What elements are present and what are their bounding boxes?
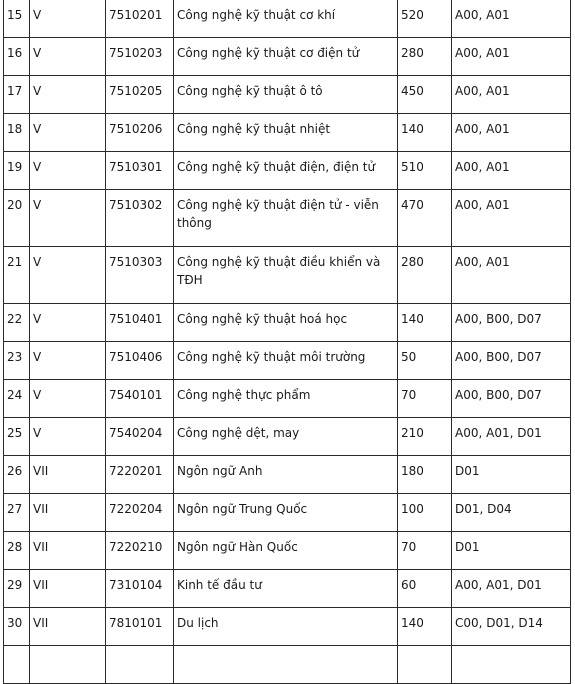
group-cell: V <box>30 418 106 456</box>
table-row <box>4 532 571 570</box>
table-row <box>4 0 571 38</box>
subject-combo-cell: A00, A01 <box>452 76 571 114</box>
major-name-cell: Công nghệ kỹ thuật điều khiển và TĐH <box>174 247 398 304</box>
major-name-cell <box>174 646 398 684</box>
quota-cell: 140 <box>398 608 452 646</box>
stt-cell: 21 <box>4 247 30 304</box>
table-row <box>4 456 571 494</box>
code-cell: 7540101 <box>106 380 174 418</box>
table-row <box>4 570 571 608</box>
table-row <box>4 304 571 342</box>
table-row <box>4 114 571 152</box>
quota-cell: 210 <box>398 418 452 456</box>
stt-cell: 25 <box>4 418 30 456</box>
quota-cell: 280 <box>398 247 452 304</box>
major-name-cell: Ngôn ngữ Trung Quốc <box>174 494 398 532</box>
stt-cell: 15 <box>4 0 30 38</box>
major-name-cell: Công nghệ kỹ thuật cơ điện tử <box>174 38 398 76</box>
subject-combo-cell: A00, A01 <box>452 247 571 304</box>
quota-cell: 140 <box>398 304 452 342</box>
stt-cell: 18 <box>4 114 30 152</box>
major-name-cell: Du lịch <box>174 608 398 646</box>
subject-combo-cell: A00, A01, D01 <box>452 418 571 456</box>
subject-combo-cell: A00, A01 <box>452 114 571 152</box>
quota-cell: 60 <box>398 570 452 608</box>
subject-combo-cell: A00, A01 <box>452 0 571 38</box>
stt-cell: 27 <box>4 494 30 532</box>
table-row <box>4 380 571 418</box>
quota-cell <box>398 646 452 684</box>
code-cell: 7220204 <box>106 494 174 532</box>
quota-cell: 520 <box>398 0 452 38</box>
code-cell: 7510205 <box>106 76 174 114</box>
subject-combo-cell: A00, B00, D07 <box>452 342 571 380</box>
quota-cell: 50 <box>398 342 452 380</box>
stt-cell: 17 <box>4 76 30 114</box>
group-cell: V <box>30 380 106 418</box>
code-cell: 7510302 <box>106 190 174 247</box>
stt-cell: 29 <box>4 570 30 608</box>
major-name-cell: Công nghệ kỹ thuật môi trường <box>174 342 398 380</box>
group-cell: V <box>30 152 106 190</box>
quota-cell: 180 <box>398 456 452 494</box>
major-name-cell: Công nghệ dệt, may <box>174 418 398 456</box>
major-name-cell: Công nghệ kỹ thuật hoá học <box>174 304 398 342</box>
group-cell: VII <box>30 494 106 532</box>
group-cell: V <box>30 342 106 380</box>
quota-cell: 140 <box>398 114 452 152</box>
major-name-cell: Công nghệ kỹ thuật nhiệt <box>174 114 398 152</box>
table-row <box>4 152 571 190</box>
stt-cell: 19 <box>4 152 30 190</box>
code-cell: 7510303 <box>106 247 174 304</box>
code-cell: 7310104 <box>106 570 174 608</box>
code-cell <box>106 646 174 684</box>
group-cell: V <box>30 114 106 152</box>
code-cell: 7220210 <box>106 532 174 570</box>
code-cell: 7510401 <box>106 304 174 342</box>
stt-cell: 20 <box>4 190 30 247</box>
group-cell <box>30 646 106 684</box>
subject-combo-cell: D01, D04 <box>452 494 571 532</box>
major-name-cell: Công nghệ kỹ thuật điện tử - viễn thông <box>174 190 398 247</box>
subject-combo-cell: D01 <box>452 532 571 570</box>
quota-cell: 100 <box>398 494 452 532</box>
table-row <box>4 247 571 304</box>
table-row <box>4 38 571 76</box>
subject-combo-cell: A00, A01 <box>452 152 571 190</box>
group-cell: VII <box>30 532 106 570</box>
stt-cell: 22 <box>4 304 30 342</box>
stt-cell: 28 <box>4 532 30 570</box>
group-cell: V <box>30 190 106 247</box>
subject-combo-cell: C00, D01, D14 <box>452 608 571 646</box>
code-cell: 7510201 <box>106 0 174 38</box>
subject-combo-cell: A00, B00, D07 <box>452 380 571 418</box>
group-cell: VII <box>30 570 106 608</box>
group-cell: V <box>30 38 106 76</box>
major-name-cell: Công nghệ thực phẩm <box>174 380 398 418</box>
code-cell: 7510203 <box>106 38 174 76</box>
code-cell: 7510406 <box>106 342 174 380</box>
subject-combo-cell <box>452 646 571 684</box>
group-cell: VII <box>30 456 106 494</box>
table-row <box>4 418 571 456</box>
code-cell: 7510301 <box>106 152 174 190</box>
quota-cell: 510 <box>398 152 452 190</box>
code-cell: 7510206 <box>106 114 174 152</box>
table-row <box>4 190 571 247</box>
stt-cell: 16 <box>4 38 30 76</box>
admission-quota-table <box>3 0 571 684</box>
major-name-cell: Ngôn ngữ Anh <box>174 456 398 494</box>
code-cell: 7810101 <box>106 608 174 646</box>
stt-cell: 24 <box>4 380 30 418</box>
subject-combo-cell: A00, B00, D07 <box>452 304 571 342</box>
major-name-cell: Ngôn ngữ Hàn Quốc <box>174 532 398 570</box>
quota-cell: 70 <box>398 532 452 570</box>
quota-cell: 70 <box>398 380 452 418</box>
major-name-cell: Công nghệ kỹ thuật điện, điện tử <box>174 152 398 190</box>
code-cell: 7540204 <box>106 418 174 456</box>
major-name-cell: Công nghệ kỹ thuật cơ khí <box>174 0 398 38</box>
quota-cell: 450 <box>398 76 452 114</box>
group-cell: V <box>30 304 106 342</box>
stt-cell: 30 <box>4 608 30 646</box>
code-cell: 7220201 <box>106 456 174 494</box>
table-row <box>4 342 571 380</box>
group-cell: V <box>30 76 106 114</box>
major-name-cell: Công nghệ kỹ thuật ô tô <box>174 76 398 114</box>
subject-combo-cell: A00, A01 <box>452 190 571 247</box>
major-name-cell: Kinh tế đầu tư <box>174 570 398 608</box>
table-row <box>4 608 571 646</box>
stt-cell: 26 <box>4 456 30 494</box>
group-cell: V <box>30 247 106 304</box>
subject-combo-cell: A00, A01, D01 <box>452 570 571 608</box>
table-row <box>4 646 571 684</box>
table-row <box>4 76 571 114</box>
stt-cell <box>4 646 30 684</box>
table-row <box>4 494 571 532</box>
quota-cell: 470 <box>398 190 452 247</box>
subject-combo-cell: D01 <box>452 456 571 494</box>
group-cell: V <box>30 0 106 38</box>
quota-cell: 280 <box>398 38 452 76</box>
group-cell: VII <box>30 608 106 646</box>
stt-cell: 23 <box>4 342 30 380</box>
subject-combo-cell: A00, A01 <box>452 38 571 76</box>
